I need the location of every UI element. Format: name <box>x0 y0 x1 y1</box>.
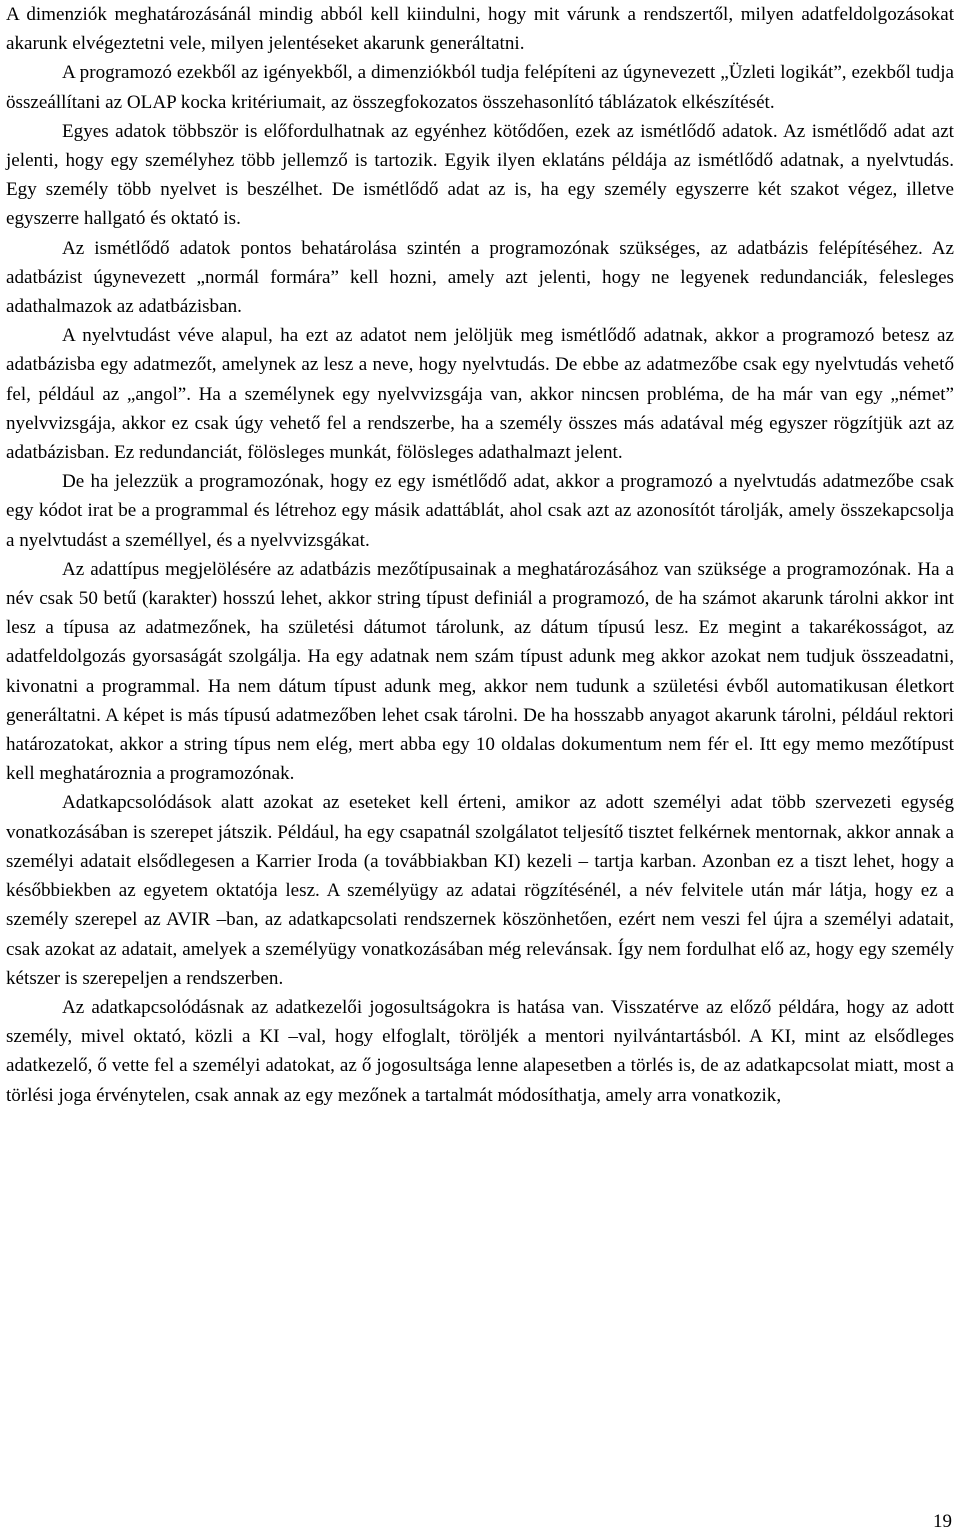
paragraph-7: Az adattípus megjelölésére az adatbázis mezőtípusainak a meghatározásához van szüksége a programozónak. Ha a név csak 50 betű (karakter) hosszú lehet, akkor string típust definiál a programozó, de ha számot akarunk tárolni akkor int lesz a típusa az adatmezőnek, ha születési dátumot tárolunk, az dátum típusú lesz. Ez megint a takarékosságot, az adatfeldolgozás gyorsaságát szolgálja. Ha egy adatnak nem szám típust adunk meg akkor azokat nem tudjuk összeadatni, kivonatni a programmal. Ha nem dátum típust adunk meg, akkor nem tudunk a születési évből automatikusan életkort generáltatni. A képet is más típusú adatmezőben lehet csak tárolni. De ha hosszabb anyagot akarunk tárolni, például rektori határozatokat, akkor a string típus nem elég, mert abba egy 10 oldalas dokumentum nem fér el. Itt egy memo mezőtípust kell meghatároznia a programozónak. <box>6 558 954 785</box>
paragraph-1: A dimenziók meghatározásánál mindig abból kell kiindulni, hogy mit várunk a rendszertől, milyen adatfeldolgozásokat akarunk elvégeztetni vele, milyen jelentéseket akarunk generáltatni. <box>6 4 954 55</box>
document-page <box>6 0 954 1110</box>
paragraph-2: A programozó ezekből az igényekből, a dimenziókból tudja felépíteni az úgynevezett „Üzleti logikát”, ezekből tudja összeállítani az OLAP kocka kritériumait, az összegfokozatos összehasonlító táblázatok elkészítését. <box>6 62 954 113</box>
paragraph-5: A nyelvtudást véve alapul, ha ezt az adatot nem jelöljük meg ismétlődő adatnak, akkor a programozó betesz az adatbázisba egy adatmezőt, amelynek az lesz a neve, hogy nyelvtudás. De ebbe az adatmezőbe csak egy nyelvtudás vehető fel, például az „angol”. Ha a személynek egy nyelvvizsgája van, akkor nincsen probléma, de ha már van egy „német” nyelvvizsgája, akkor ez csak úgy vehető fel a rendszerbe, ha a személy összes más adatával még egyszer rögzítjük azt az adatbázisban. Ez redundanciát, fölösleges munkát, fölösleges adathalmazt jelent. <box>6 325 954 464</box>
page-number: 19 <box>933 1511 952 1532</box>
paragraph-8: Adatkapcsolódások alatt azokat az eseteket kell érteni, amikor az adott személyi adat több szervezeti egység vonatkozásában is szerepet játszik. Például, ha egy csapatnál szolgálatot teljesítő tisztet felkérnek mentornak, akkor annak a személyi adatait elsődlegesen a Karrier Iroda (a továbbiakban KI) kezeli – tartja karban. Azonban ez a tiszt lehet, hogy a későbbiekben az egyetem oktatója lesz. A személyügy az adatai rögzítésénél, a név felvitele után már látja, hogy ez a személy szerepel az AVIR –ban, az adatkapcsolati rendszernek köszönhetően, ezért nem veszi fel újra a személyi adatait, csak azokat az adatait, amelyek a személyügy vonatkozásában még relevánsak. Így nem fordulhat elő az, hogy egy személy kétszer is szerepeljen a rendszerben. <box>6 792 954 989</box>
paragraph-9: Az adatkapcsolódásnak az adatkezelői jogosultságokra is hatása van. Visszatérve az előző példára, hogy az adott személy, mivel oktató, közli a KI –val, hogy elfoglalt, töröljék a mentori nyilvántartásból. A KI, mint az elsődleges adatkezelő, ő vette fel a személyi adatokat, az ő jogosultsága lenne alapesetben a törlés is, de az adatkapcsolat miatt, most a törlési joga érvénytelen, csak annak az egy mezőnek a tartalmát módosíthatja, amely arra vonatkozik, <box>6 996 954 1106</box>
paragraph-6: De ha jelezzük a programozónak, hogy ez egy ismétlődő adat, akkor a programozó a nyelvtudás adatmezőbe csak egy kódot irat be a programmal és létrehoz egy másik adattáblát, ahol csak azt az azonosítót tárolják, amely összekapcsolja a nyelvtudást a személlyel, és a nyelvvizsgákat. <box>6 471 954 551</box>
paragraph-4: Az ismétlődő adatok pontos behatárolása szintén a programozónak szükséges, az adatbázis felépítéséhez. Az adatbázist úgynevezett „normál formára” kell hozni, amely azt jelenti, hogy ne legyenek redundanciák, felesleges adathalmazok az adatbázisban. <box>6 237 954 318</box>
paragraph-3: Egyes adatok többször is előfordulhatnak az egyénhez kötődően, ezek az ismétlődő adatok. Az ismétlődő adat azt jelenti, hogy egy személyhez több jellemző is tartozik. Egyik ilyen eklatáns példája az ismétlődő adatnak, a nyelvtudás. Egy személy több nyelvet is beszélhet. De ismétlődő adat az is, ha egy személy egyszerre két szakot végez, illetve egyszerre hallgató és oktató is. <box>6 120 954 230</box>
